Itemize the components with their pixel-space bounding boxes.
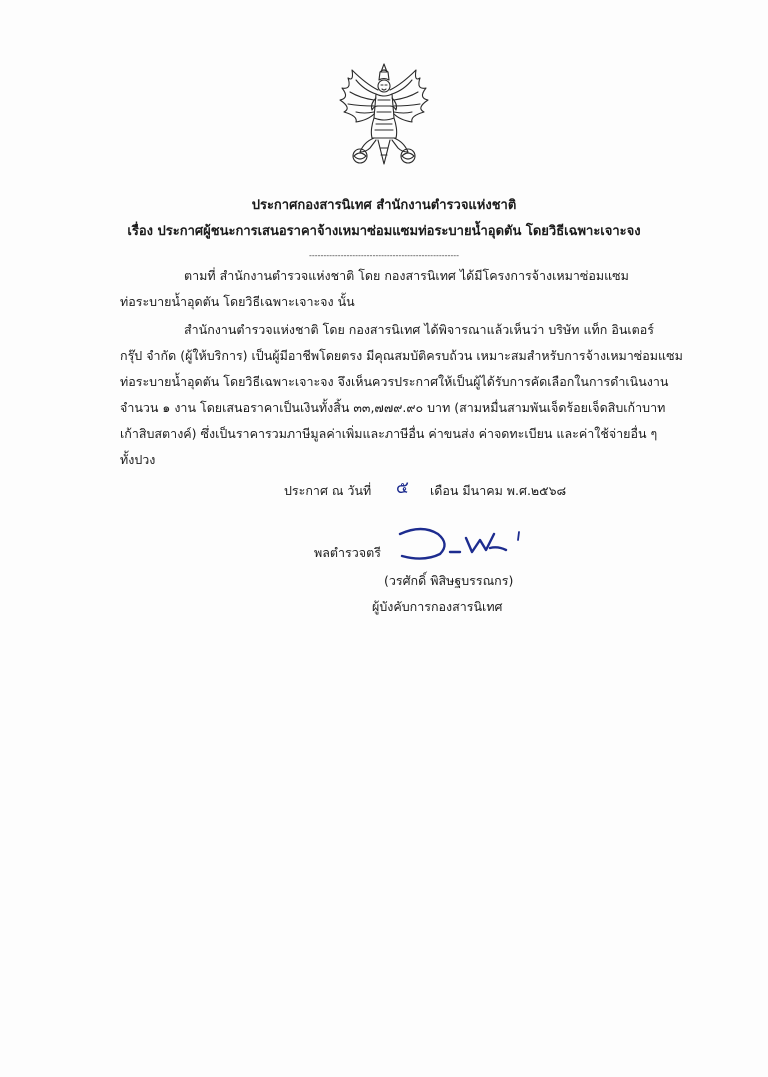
- garuda-emblem-icon: [330, 60, 438, 172]
- announcement-title: ประกาศกองสารนิเทศ สำนักงานตำรวจแห่งชาติ: [251, 198, 517, 213]
- title-divider: ----------------------------------------------------: [308, 251, 460, 260]
- paragraph-2-line-5: เก้าสิบสตางค์) ซึ่งเป็นราคารวมภาษีมูลค่าเพิ่มและภาษีอื่น ค่าขนส่ง ค่าจดทะเบียน และค่าใช้จ่ายอื่น ๆ: [120, 426, 658, 441]
- announce-prefix: ประกาศ ณ วันที่: [284, 483, 372, 498]
- announcement-subject: เรื่อง ประกาศผู้ชนะการเสนอราคาจ้างเหมาซ่อมแซมท่อระบายน้ำอุดตัน โดยวิธีเฉพาะเจาะจง: [127, 224, 641, 239]
- paragraph-2-line-2: กรุ๊ป จำกัด (ผู้ให้บริการ) เป็นผู้มีอาชีพโดยตรง มีคุณสมบัติครบถ้วน เหมาะสมสำหรับการจ้างเหมาซ่อมแซม: [120, 348, 683, 363]
- signer-name: (วรศักดิ์ พิสิษฐบรรณกร): [384, 573, 514, 588]
- paragraph-2-line-3: ท่อระบายน้ำอุดตัน โดยวิธีเฉพาะเจาะจง จึงเห็นควรประกาศให้เป็นผู้ได้รับการคัดเลือกในการดำเนินงาน: [120, 374, 669, 389]
- paragraph-2-line-6: ทั้งปวง: [120, 452, 156, 467]
- paragraph-2-line-1: สำนักงานตำรวจแห่งชาติ โดย กองสารนิเทศ ได้พิจารณาแล้วเห็นว่า บริษัท แท็ก อินเตอร์: [184, 322, 654, 337]
- paragraph-2-line-4: จำนวน ๑ งาน โดยเสนอราคาเป็นเงินทั้งสิ้น ๓๓,๗๗๙.๙๐ บาท (สามหมื่นสามพันเจ็ดร้อยเจ็ดสิบเก้าบาท: [120, 400, 666, 415]
- handwritten-signature: [394, 520, 534, 568]
- announce-month-year: เดือน มีนาคม พ.ศ.๒๕๖๘: [430, 483, 567, 498]
- paragraph-1-line-2: ท่อระบายน้ำอุดตัน โดยวิธีเฉพาะเจาะจง นั้น: [120, 294, 355, 309]
- paragraph-1-line-1: ตามที่ สำนักงานตำรวจแห่งชาติ โดย กองสารนิเทศ ได้มีโครงการจ้างเหมาซ่อมแซม: [184, 268, 629, 283]
- signer-rank: พลตำรวจตรี: [314, 545, 381, 560]
- signature-tick: [514, 530, 524, 544]
- signer-position: ผู้บังคับการกองสารนิเทศ: [372, 599, 503, 614]
- announce-day: ๕: [396, 478, 409, 498]
